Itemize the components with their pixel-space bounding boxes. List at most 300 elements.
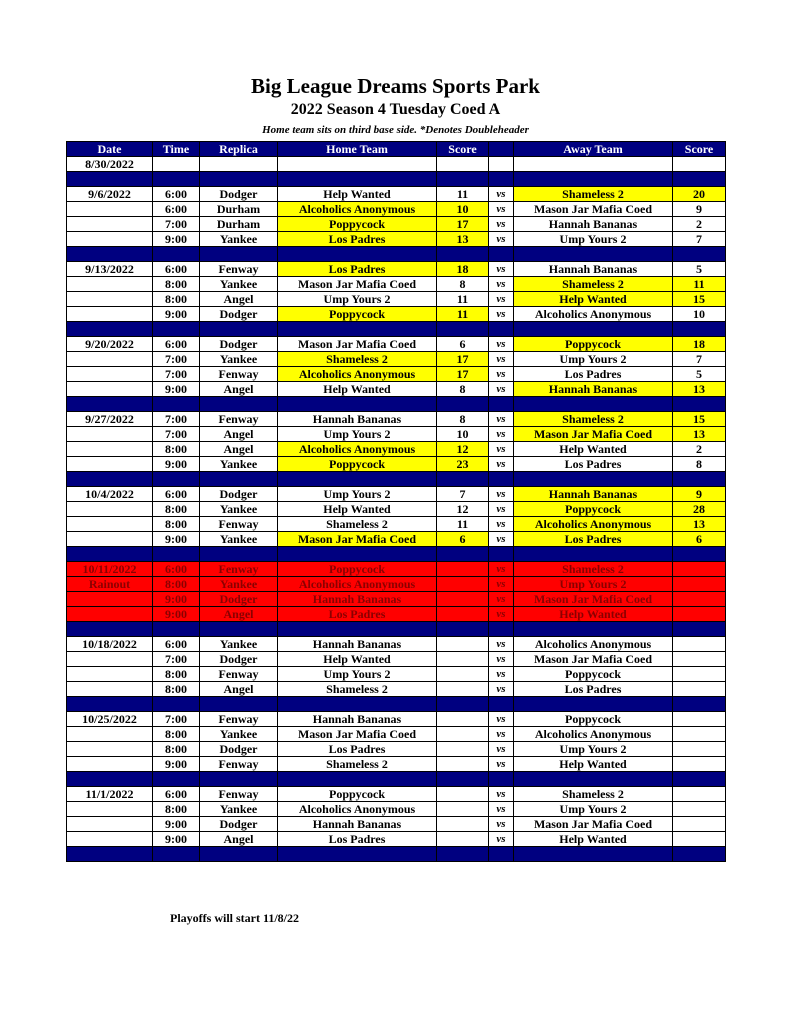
- separator-cell: [437, 847, 489, 862]
- separator-cell: [514, 697, 673, 712]
- replica-cell: Durham: [200, 217, 278, 232]
- home-score-cell: [437, 802, 489, 817]
- replica-cell: Dodger: [200, 187, 278, 202]
- column-header-away-team: Away Team: [514, 142, 673, 157]
- separator-cell: [67, 322, 153, 337]
- away-score-cell: [673, 607, 726, 622]
- home-team-cell: Alcoholics Anonymous: [278, 202, 437, 217]
- vs-cell: vs: [489, 517, 514, 532]
- away-team-cell: Alcoholics Anonymous: [514, 727, 673, 742]
- game-row: [67, 337, 726, 352]
- game-row: [67, 802, 726, 817]
- column-header-away-score: Score: [673, 142, 726, 157]
- separator-cell: [278, 697, 437, 712]
- column-header-home-team: Home Team: [278, 142, 437, 157]
- game-row: [67, 757, 726, 772]
- away-team-cell: Help Wanted: [514, 292, 673, 307]
- date-cell: 10/25/2022: [67, 712, 153, 727]
- vs-cell: vs: [489, 307, 514, 322]
- separator-cell: [673, 322, 726, 337]
- separator-cell: [278, 472, 437, 487]
- replica-cell: Yankee: [200, 727, 278, 742]
- date-cell: [67, 817, 153, 832]
- home-score-cell: 13: [437, 232, 489, 247]
- game-row: [67, 682, 726, 697]
- replica-cell: Yankee: [200, 502, 278, 517]
- home-team-cell: Shameless 2: [278, 352, 437, 367]
- time-cell: 9:00: [153, 817, 200, 832]
- time-cell: 8:00: [153, 727, 200, 742]
- replica-cell: [200, 157, 278, 172]
- game-row: [67, 217, 726, 232]
- game-row: [67, 202, 726, 217]
- home-score-cell: 10: [437, 202, 489, 217]
- home-team-cell: Ump Yours 2: [278, 487, 437, 502]
- vs-cell: vs: [489, 382, 514, 397]
- separator-cell: [67, 847, 153, 862]
- home-score-cell: [437, 817, 489, 832]
- vs-cell: vs: [489, 607, 514, 622]
- vs-cell: [489, 157, 514, 172]
- separator-cell: [153, 547, 200, 562]
- away-score-cell: [673, 757, 726, 772]
- separator-cell: [489, 322, 514, 337]
- separator-cell: [437, 547, 489, 562]
- home-score-cell: 8: [437, 412, 489, 427]
- vs-cell: vs: [489, 742, 514, 757]
- separator-cell: [437, 622, 489, 637]
- separator-cell: [673, 847, 726, 862]
- separator-cell: [673, 247, 726, 262]
- time-cell: 8:00: [153, 682, 200, 697]
- schedule-note: Home team sits on third base side. *Denotes Doubleheader: [262, 124, 529, 136]
- column-header-date: Date: [67, 142, 153, 157]
- time-cell: 9:00: [153, 307, 200, 322]
- away-team-cell: Ump Yours 2: [514, 352, 673, 367]
- date-cell: 9/27/2022: [67, 412, 153, 427]
- week-separator-row: [67, 547, 726, 562]
- separator-cell: [200, 772, 278, 787]
- replica-cell: Dodger: [200, 817, 278, 832]
- date-cell: [67, 757, 153, 772]
- home-team-cell: Los Padres: [278, 742, 437, 757]
- home-team-cell: Mason Jar Mafia Coed: [278, 337, 437, 352]
- away-team-cell: Shameless 2: [514, 187, 673, 202]
- home-team-cell: Los Padres: [278, 832, 437, 847]
- time-cell: 9:00: [153, 757, 200, 772]
- away-score-cell: 15: [673, 292, 726, 307]
- time-cell: 6:00: [153, 787, 200, 802]
- away-score-cell: [673, 652, 726, 667]
- away-score-cell: 2: [673, 442, 726, 457]
- vs-cell: vs: [489, 427, 514, 442]
- separator-cell: [489, 547, 514, 562]
- away-score-cell: [673, 817, 726, 832]
- game-row: [67, 817, 726, 832]
- table-header-row: [67, 142, 726, 157]
- away-team-cell: Ump Yours 2: [514, 232, 673, 247]
- separator-cell: [514, 847, 673, 862]
- replica-cell: Dodger: [200, 487, 278, 502]
- home-team-cell: Help Wanted: [278, 502, 437, 517]
- separator-cell: [67, 697, 153, 712]
- separator-cell: [437, 472, 489, 487]
- separator-cell: [200, 847, 278, 862]
- home-team-cell: Poppycock: [278, 457, 437, 472]
- game-row: [67, 667, 726, 682]
- away-team-cell: Help Wanted: [514, 832, 673, 847]
- separator-cell: [153, 697, 200, 712]
- away-score-cell: 2: [673, 217, 726, 232]
- away-team-cell: Mason Jar Mafia Coed: [514, 202, 673, 217]
- replica-cell: Dodger: [200, 337, 278, 352]
- home-team-cell: Poppycock: [278, 787, 437, 802]
- replica-cell: Fenway: [200, 757, 278, 772]
- home-team-cell: Ump Yours 2: [278, 292, 437, 307]
- date-cell: [67, 592, 153, 607]
- home-team-cell: Hannah Bananas: [278, 817, 437, 832]
- time-cell: 8:00: [153, 517, 200, 532]
- game-row: [67, 727, 726, 742]
- home-team-cell: Mason Jar Mafia Coed: [278, 727, 437, 742]
- column-header-vs: [489, 142, 514, 157]
- date-cell: [67, 667, 153, 682]
- away-team-cell: Alcoholics Anonymous: [514, 517, 673, 532]
- separator-cell: [67, 622, 153, 637]
- separator-cell: [514, 397, 673, 412]
- away-score-cell: [673, 742, 726, 757]
- home-team-cell: Help Wanted: [278, 187, 437, 202]
- time-cell: 6:00: [153, 262, 200, 277]
- separator-cell: [673, 697, 726, 712]
- replica-cell: Dodger: [200, 742, 278, 757]
- away-team-cell: Shameless 2: [514, 787, 673, 802]
- replica-cell: Dodger: [200, 652, 278, 667]
- page-subtitle: 2022 Season 4 Tuesday Coed A: [290, 101, 501, 118]
- game-row: [67, 502, 726, 517]
- week-separator-row: [67, 772, 726, 787]
- column-header-replica: Replica: [200, 142, 278, 157]
- separator-cell: [514, 622, 673, 637]
- game-row: [67, 367, 726, 382]
- separator-cell: [489, 397, 514, 412]
- playoffs-note: Playoffs will start 11/8/22: [170, 911, 299, 925]
- away-score-cell: [673, 577, 726, 592]
- vs-cell: vs: [489, 637, 514, 652]
- away-team-cell: Mason Jar Mafia Coed: [514, 592, 673, 607]
- week-separator-row: [67, 697, 726, 712]
- separator-cell: [489, 247, 514, 262]
- vs-cell: vs: [489, 352, 514, 367]
- date-cell: [67, 682, 153, 697]
- game-row: [67, 442, 726, 457]
- away-score-cell: 11: [673, 277, 726, 292]
- date-cell: Rainout: [67, 577, 153, 592]
- date-cell: [67, 502, 153, 517]
- separator-cell: [437, 697, 489, 712]
- away-team-cell: Hannah Bananas: [514, 382, 673, 397]
- home-score-cell: 11: [437, 187, 489, 202]
- vs-cell: vs: [489, 367, 514, 382]
- separator-cell: [200, 472, 278, 487]
- separator-cell: [67, 472, 153, 487]
- game-row: [67, 787, 726, 802]
- date-cell: [67, 232, 153, 247]
- separator-cell: [437, 247, 489, 262]
- away-team-cell: Shameless 2: [514, 412, 673, 427]
- game-row: [67, 712, 726, 727]
- replica-cell: Fenway: [200, 787, 278, 802]
- vs-cell: vs: [489, 802, 514, 817]
- rainout-game-row: [67, 607, 726, 622]
- separator-cell: [437, 172, 489, 187]
- separator-cell: [278, 247, 437, 262]
- time-cell: 7:00: [153, 217, 200, 232]
- separator-cell: [514, 322, 673, 337]
- away-team-cell: Poppycock: [514, 337, 673, 352]
- week-separator-row: [67, 472, 726, 487]
- separator-cell: [67, 547, 153, 562]
- separator-cell: [489, 697, 514, 712]
- separator-cell: [200, 247, 278, 262]
- separator-cell: [153, 847, 200, 862]
- home-score-cell: [437, 742, 489, 757]
- date-cell: 9/20/2022: [67, 337, 153, 352]
- away-team-cell: Shameless 2: [514, 562, 673, 577]
- separator-cell: [200, 697, 278, 712]
- vs-cell: vs: [489, 457, 514, 472]
- away-score-cell: 20: [673, 187, 726, 202]
- home-score-cell: 12: [437, 502, 489, 517]
- home-score-cell: [437, 577, 489, 592]
- separator-cell: [153, 472, 200, 487]
- vs-cell: vs: [489, 277, 514, 292]
- game-row: [67, 517, 726, 532]
- home-team-cell: Mason Jar Mafia Coed: [278, 532, 437, 547]
- away-team-cell: Poppycock: [514, 712, 673, 727]
- schedule-table: [66, 141, 726, 862]
- separator-cell: [489, 472, 514, 487]
- home-team-cell: Poppycock: [278, 562, 437, 577]
- week-separator-row: [67, 622, 726, 637]
- date-cell: 9/13/2022: [67, 262, 153, 277]
- away-team-cell: Ump Yours 2: [514, 742, 673, 757]
- time-cell: 7:00: [153, 652, 200, 667]
- game-row: [67, 652, 726, 667]
- home-team-cell: Los Padres: [278, 262, 437, 277]
- replica-cell: Fenway: [200, 712, 278, 727]
- separator-cell: [67, 247, 153, 262]
- home-team-cell: Shameless 2: [278, 757, 437, 772]
- replica-cell: Yankee: [200, 532, 278, 547]
- home-score-cell: [437, 787, 489, 802]
- vs-cell: vs: [489, 202, 514, 217]
- away-team-cell: Mason Jar Mafia Coed: [514, 427, 673, 442]
- date-cell: 8/30/2022: [67, 157, 153, 172]
- separator-cell: [437, 772, 489, 787]
- home-team-cell: Help Wanted: [278, 382, 437, 397]
- away-team-cell: Hannah Bananas: [514, 262, 673, 277]
- separator-cell: [67, 772, 153, 787]
- week-separator-row: [67, 322, 726, 337]
- column-header-time: Time: [153, 142, 200, 157]
- date-cell: 9/6/2022: [67, 187, 153, 202]
- date-cell: [67, 727, 153, 742]
- away-score-cell: 13: [673, 517, 726, 532]
- date-cell: 10/11/2022: [67, 562, 153, 577]
- home-score-cell: [437, 727, 489, 742]
- time-cell: 9:00: [153, 607, 200, 622]
- away-score-cell: [673, 712, 726, 727]
- week-separator-row: [67, 172, 726, 187]
- vs-cell: vs: [489, 502, 514, 517]
- date-cell: [67, 277, 153, 292]
- away-team-cell: Poppycock: [514, 502, 673, 517]
- home-team-cell: Ump Yours 2: [278, 667, 437, 682]
- away-score-cell: 13: [673, 427, 726, 442]
- home-team-cell: Hannah Bananas: [278, 592, 437, 607]
- home-team-cell: Poppycock: [278, 307, 437, 322]
- replica-cell: Fenway: [200, 262, 278, 277]
- replica-cell: Angel: [200, 427, 278, 442]
- date-cell: [67, 367, 153, 382]
- replica-cell: Angel: [200, 607, 278, 622]
- vs-cell: vs: [489, 667, 514, 682]
- time-cell: 6:00: [153, 637, 200, 652]
- away-score-cell: 5: [673, 367, 726, 382]
- separator-cell: [278, 322, 437, 337]
- replica-cell: Fenway: [200, 412, 278, 427]
- game-row: [67, 532, 726, 547]
- away-team-cell: Poppycock: [514, 667, 673, 682]
- home-score-cell: 11: [437, 292, 489, 307]
- replica-cell: Dodger: [200, 592, 278, 607]
- home-team-cell: Alcoholics Anonymous: [278, 442, 437, 457]
- home-score-cell: 7: [437, 487, 489, 502]
- home-score-cell: [437, 637, 489, 652]
- rainout-game-row: [67, 577, 726, 592]
- away-score-cell: 13: [673, 382, 726, 397]
- time-cell: 8:00: [153, 577, 200, 592]
- home-team-cell: Alcoholics Anonymous: [278, 802, 437, 817]
- home-score-cell: 8: [437, 382, 489, 397]
- home-team-cell: Alcoholics Anonymous: [278, 577, 437, 592]
- away-team-cell: Los Padres: [514, 532, 673, 547]
- away-team-cell: Mason Jar Mafia Coed: [514, 817, 673, 832]
- time-cell: 8:00: [153, 802, 200, 817]
- vs-cell: vs: [489, 412, 514, 427]
- separator-cell: [514, 172, 673, 187]
- week-separator-row: [67, 397, 726, 412]
- replica-cell: Fenway: [200, 562, 278, 577]
- home-score-cell: 10: [437, 427, 489, 442]
- date-cell: [67, 517, 153, 532]
- away-score-cell: [673, 682, 726, 697]
- vs-cell: vs: [489, 487, 514, 502]
- time-cell: 9:00: [153, 382, 200, 397]
- home-score-cell: 17: [437, 367, 489, 382]
- time-cell: 6:00: [153, 187, 200, 202]
- time-cell: 9:00: [153, 532, 200, 547]
- vs-cell: vs: [489, 592, 514, 607]
- time-cell: 9:00: [153, 832, 200, 847]
- separator-cell: [67, 172, 153, 187]
- separator-cell: [514, 772, 673, 787]
- replica-cell: Yankee: [200, 352, 278, 367]
- home-team-cell: Ump Yours 2: [278, 427, 437, 442]
- home-team-cell: Shameless 2: [278, 517, 437, 532]
- separator-cell: [200, 622, 278, 637]
- date-cell: [67, 742, 153, 757]
- away-team-cell: Hannah Bananas: [514, 487, 673, 502]
- away-team-cell: Los Padres: [514, 367, 673, 382]
- time-cell: 7:00: [153, 412, 200, 427]
- date-cell: 10/18/2022: [67, 637, 153, 652]
- replica-cell: Fenway: [200, 367, 278, 382]
- separator-cell: [200, 397, 278, 412]
- home-team-cell: [278, 157, 437, 172]
- separator-cell: [673, 772, 726, 787]
- vs-cell: vs: [489, 292, 514, 307]
- home-team-cell: Los Padres: [278, 232, 437, 247]
- vs-cell: vs: [489, 817, 514, 832]
- replica-cell: Fenway: [200, 517, 278, 532]
- game-row: [67, 292, 726, 307]
- away-team-cell: Help Wanted: [514, 757, 673, 772]
- date-cell: [67, 652, 153, 667]
- time-cell: 7:00: [153, 367, 200, 382]
- away-score-cell: [673, 562, 726, 577]
- away-team-cell: Los Padres: [514, 457, 673, 472]
- away-score-cell: 6: [673, 532, 726, 547]
- home-score-cell: [437, 667, 489, 682]
- date-cell: [67, 352, 153, 367]
- rainout-game-row: [67, 592, 726, 607]
- separator-cell: [278, 397, 437, 412]
- date-cell: [67, 607, 153, 622]
- vs-cell: vs: [489, 442, 514, 457]
- time-cell: 9:00: [153, 232, 200, 247]
- away-score-cell: 28: [673, 502, 726, 517]
- home-score-cell: [437, 757, 489, 772]
- separator-cell: [437, 397, 489, 412]
- vs-cell: vs: [489, 712, 514, 727]
- replica-cell: Angel: [200, 292, 278, 307]
- separator-cell: [514, 547, 673, 562]
- time-cell: 8:00: [153, 667, 200, 682]
- column-header-home-score: Score: [437, 142, 489, 157]
- separator-cell: [200, 547, 278, 562]
- away-score-cell: [673, 802, 726, 817]
- home-score-cell: 6: [437, 337, 489, 352]
- away-team-cell: Hannah Bananas: [514, 217, 673, 232]
- separator-cell: [514, 247, 673, 262]
- game-row: [67, 382, 726, 397]
- away-team-cell: Ump Yours 2: [514, 802, 673, 817]
- away-score-cell: 18: [673, 337, 726, 352]
- home-score-cell: 8: [437, 277, 489, 292]
- time-cell: 6:00: [153, 202, 200, 217]
- replica-cell: Angel: [200, 682, 278, 697]
- separator-cell: [200, 322, 278, 337]
- replica-cell: Yankee: [200, 457, 278, 472]
- game-row: [67, 487, 726, 502]
- game-row: [67, 457, 726, 472]
- replica-cell: Yankee: [200, 637, 278, 652]
- separator-cell: [673, 472, 726, 487]
- game-row: [67, 187, 726, 202]
- home-score-cell: [437, 607, 489, 622]
